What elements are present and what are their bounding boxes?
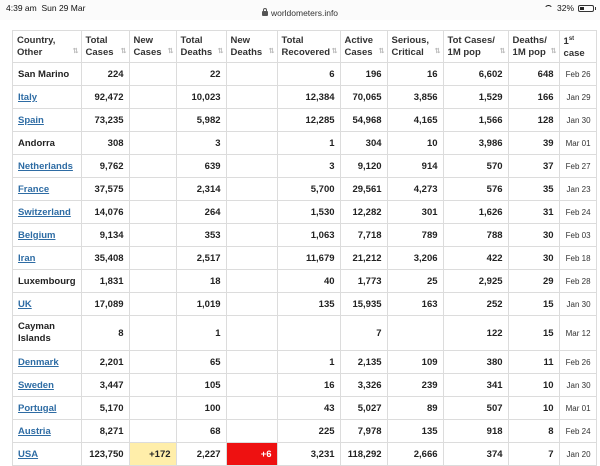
deaths-per-million-cell: 15 — [508, 316, 559, 351]
active-cases-cell: 2,135 — [340, 351, 387, 374]
sort-arrows-icon[interactable]: ⇅ — [120, 48, 126, 55]
lock-icon — [262, 11, 268, 16]
total-cases-cell: 8,271 — [81, 420, 129, 443]
cases-per-million-cell: 374 — [443, 443, 508, 466]
first-case-date-cell: Mar 01 — [559, 397, 596, 420]
cases-per-million-cell: 122 — [443, 316, 508, 351]
total-recovered-cell: 16 — [277, 374, 340, 397]
total-recovered-cell: 40 — [277, 270, 340, 293]
new-cases-cell — [129, 132, 176, 155]
new-cases-cell — [129, 247, 176, 270]
new-cases-cell — [129, 224, 176, 247]
new-deaths-cell — [226, 374, 277, 397]
total-deaths-cell: 10,023 — [176, 86, 226, 109]
total-cases-cell: 17,089 — [81, 293, 129, 316]
first-case-date-cell: Feb 24 — [559, 420, 596, 443]
new-cases-cell — [129, 201, 176, 224]
column-header-line2: Cases — [85, 46, 114, 58]
column-header-total-cases[interactable] — [81, 31, 129, 63]
new-cases-cell: +172 — [129, 443, 176, 466]
column-header-first-case[interactable] — [559, 31, 596, 63]
deaths-per-million-cell: 31 — [508, 201, 559, 224]
active-cases-cell: 70,065 — [340, 86, 387, 109]
total-cases-cell: 1,831 — [81, 270, 129, 293]
country-cell[interactable] — [13, 201, 82, 224]
total-cases-cell: 9,134 — [81, 224, 129, 247]
sort-arrows-icon[interactable]: ⇅ — [434, 48, 440, 55]
table-row — [13, 155, 597, 178]
serious-critical-cell: 25 — [387, 270, 443, 293]
battery-fill — [580, 7, 584, 10]
total-deaths-cell: 1,019 — [176, 293, 226, 316]
battery-icon — [578, 5, 594, 12]
table-row — [13, 132, 597, 155]
new-deaths-cell — [226, 86, 277, 109]
total-deaths-cell: 22 — [176, 63, 226, 86]
column-header-line1: Active — [344, 34, 374, 46]
active-cases-cell: 196 — [340, 63, 387, 86]
column-header-line2: Cases — [133, 46, 162, 58]
column-header-line1: Total — [180, 34, 203, 46]
serious-critical-cell: 4,273 — [387, 178, 443, 201]
first-case-date-cell: Jan 30 — [559, 374, 596, 397]
country-name: Cayman Islands — [18, 321, 55, 344]
new-cases-cell — [129, 374, 176, 397]
column-header-new-cases[interactable] — [129, 31, 176, 63]
total-recovered-cell: 1,063 — [277, 224, 340, 247]
new-cases-cell — [129, 351, 176, 374]
active-cases-cell: 304 — [340, 132, 387, 155]
sort-arrows-icon[interactable]: ⇅ — [378, 48, 384, 55]
cases-per-million-cell: 380 — [443, 351, 508, 374]
total-deaths-cell: 3 — [176, 132, 226, 155]
total-deaths-cell: 2,517 — [176, 247, 226, 270]
total-deaths-cell: 1 — [176, 316, 226, 351]
serious-critical-cell — [387, 316, 443, 351]
country-link[interactable]: Netherlands — [18, 160, 73, 172]
total-cases-cell: 5,170 — [81, 397, 129, 420]
country-link[interactable]: Denmark — [18, 356, 59, 368]
column-header-line2: Other — [17, 46, 43, 58]
cases-per-million-cell: 570 — [443, 155, 508, 178]
cases-per-million-cell: 2,925 — [443, 270, 508, 293]
cases-per-million-cell: 252 — [443, 293, 508, 316]
new-cases-cell — [129, 270, 176, 293]
new-deaths-cell — [226, 247, 277, 270]
coronavirus-table — [12, 30, 597, 466]
deaths-per-million-cell: 37 — [508, 155, 559, 178]
table-row — [13, 201, 597, 224]
deaths-per-million-cell: 15 — [508, 293, 559, 316]
total-deaths-cell: 105 — [176, 374, 226, 397]
new-deaths-cell — [226, 132, 277, 155]
first-case-date-cell: Feb 18 — [559, 247, 596, 270]
country-link[interactable]: Portugal — [18, 402, 57, 414]
new-cases-cell — [129, 86, 176, 109]
sort-arrows-icon[interactable]: ⇅ — [550, 48, 556, 55]
total-cases-cell: 14,076 — [81, 201, 129, 224]
total-cases-cell: 9,762 — [81, 155, 129, 178]
cases-per-million-cell: 507 — [443, 397, 508, 420]
total-recovered-cell: 1 — [277, 351, 340, 374]
serious-critical-cell: 16 — [387, 63, 443, 86]
table-row — [13, 443, 597, 466]
first-case-date-cell: Feb 03 — [559, 224, 596, 247]
total-deaths-cell: 68 — [176, 420, 226, 443]
country-link[interactable]: Spain — [18, 114, 44, 126]
serious-critical-cell: 239 — [387, 374, 443, 397]
column-header-line1: Tot Cases/ — [447, 34, 495, 46]
country-cell[interactable] — [13, 247, 82, 270]
new-cases-cell — [129, 420, 176, 443]
country-name: Luxembourg — [18, 275, 76, 287]
total-recovered-cell: 12,384 — [277, 86, 340, 109]
country-link[interactable]: France — [18, 183, 50, 195]
total-recovered-cell: 1 — [277, 132, 340, 155]
country-cell[interactable] — [13, 86, 82, 109]
serious-critical-cell: 3,856 — [387, 86, 443, 109]
serious-critical-cell: 163 — [387, 293, 443, 316]
cases-per-million-cell: 1,566 — [443, 109, 508, 132]
new-deaths-cell — [226, 178, 277, 201]
serious-critical-cell: 89 — [387, 397, 443, 420]
new-cases-cell — [129, 178, 176, 201]
column-header-country[interactable] — [13, 31, 82, 63]
country-name: Andorra — [18, 137, 55, 149]
country-link[interactable]: Sweden — [18, 379, 54, 391]
column-header-line1: Total — [281, 34, 304, 46]
table-row — [13, 86, 597, 109]
total-cases-cell: 3,447 — [81, 374, 129, 397]
cases-per-million-cell: 1,626 — [443, 201, 508, 224]
sort-arrows-icon[interactable]: ⇅ — [217, 48, 223, 55]
country-cell — [13, 316, 82, 351]
table-row — [13, 293, 597, 316]
sort-arrows-icon[interactable]: ⇅ — [167, 48, 173, 55]
new-deaths-cell — [226, 63, 277, 86]
column-header-line1: New — [230, 34, 251, 46]
total-cases-cell: 224 — [81, 63, 129, 86]
serious-critical-cell: 10 — [387, 132, 443, 155]
new-deaths-cell — [226, 270, 277, 293]
total-cases-cell: 37,575 — [81, 178, 129, 201]
new-cases-cell — [129, 397, 176, 420]
first-case-date-cell: Feb 26 — [559, 63, 596, 86]
new-deaths-cell — [226, 109, 277, 132]
total-deaths-cell: 264 — [176, 201, 226, 224]
serious-critical-cell: 109 — [387, 351, 443, 374]
sort-arrows-icon[interactable]: ⇅ — [268, 48, 274, 55]
country-cell — [13, 132, 82, 155]
deaths-per-million-cell: 128 — [508, 109, 559, 132]
sort-arrows-icon[interactable]: ⇅ — [72, 48, 78, 55]
column-header-line1: Country, — [17, 34, 56, 46]
total-recovered-cell: 6 — [277, 63, 340, 86]
table-row — [13, 109, 597, 132]
total-cases-cell: 123,750 — [81, 443, 129, 466]
first-case-date-cell: Jan 30 — [559, 109, 596, 132]
column-header-line2: Critical — [391, 46, 424, 58]
column-header-line2: Deaths — [230, 46, 263, 58]
total-recovered-cell: 3 — [277, 155, 340, 178]
total-recovered-cell: 11,679 — [277, 247, 340, 270]
status-bar — [0, 0, 600, 20]
column-header-new-deaths[interactable] — [226, 31, 277, 63]
deaths-per-million-cell: 30 — [508, 247, 559, 270]
active-cases-cell: 7,978 — [340, 420, 387, 443]
cases-per-million-cell: 576 — [443, 178, 508, 201]
country-link[interactable]: Austria — [18, 425, 51, 437]
new-deaths-cell — [226, 224, 277, 247]
new-cases-cell — [129, 293, 176, 316]
column-header-cases-per-million[interactable] — [443, 31, 508, 63]
new-deaths-cell — [226, 201, 277, 224]
new-cases-cell — [129, 109, 176, 132]
country-link[interactable]: Belgium — [18, 229, 56, 241]
active-cases-cell: 29,561 — [340, 178, 387, 201]
column-header-line2: 1M pop — [512, 46, 546, 58]
column-header-line2: 1M pop — [447, 46, 481, 58]
country-link[interactable]: Switzerland — [18, 206, 71, 218]
active-cases-cell: 15,935 — [340, 293, 387, 316]
country-cell[interactable] — [13, 351, 82, 374]
total-deaths-cell: 2,314 — [176, 178, 226, 201]
serious-critical-cell: 2,666 — [387, 443, 443, 466]
status-date: Sun 29 Mar — [41, 3, 86, 13]
deaths-per-million-cell: 39 — [508, 132, 559, 155]
column-header-total-deaths[interactable] — [176, 31, 226, 63]
table-row — [13, 178, 597, 201]
cases-per-million-cell: 1,529 — [443, 86, 508, 109]
serious-critical-cell: 914 — [387, 155, 443, 178]
column-header-sup: st — [568, 35, 575, 42]
first-case-date-cell: Feb 27 — [559, 155, 596, 178]
new-deaths-cell — [226, 420, 277, 443]
table-row — [13, 247, 597, 270]
total-cases-cell: 8 — [81, 316, 129, 351]
country-link[interactable]: UK — [18, 298, 32, 310]
status-right — [544, 3, 594, 13]
deaths-per-million-cell: 648 — [508, 63, 559, 86]
column-header-deaths-per-million[interactable] — [508, 31, 559, 63]
active-cases-cell: 9,120 — [340, 155, 387, 178]
new-deaths-cell — [226, 351, 277, 374]
cases-per-million-cell: 6,602 — [443, 63, 508, 86]
total-cases-cell: 2,201 — [81, 351, 129, 374]
total-recovered-cell: 1,530 — [277, 201, 340, 224]
cases-per-million-cell: 788 — [443, 224, 508, 247]
total-deaths-cell: 5,982 — [176, 109, 226, 132]
active-cases-cell: 21,212 — [340, 247, 387, 270]
cases-per-million-cell: 341 — [443, 374, 508, 397]
column-header-line2: Recovered — [281, 46, 331, 58]
column-header-line1: Deaths/ — [512, 34, 547, 46]
deaths-per-million-cell: 29 — [508, 270, 559, 293]
new-cases-cell — [129, 316, 176, 351]
total-deaths-cell: 639 — [176, 155, 226, 178]
table-row — [13, 270, 597, 293]
country-link[interactable]: Iran — [18, 252, 36, 264]
total-cases-cell: 35,408 — [81, 247, 129, 270]
deaths-per-million-cell: 8 — [508, 420, 559, 443]
total-recovered-cell: 12,285 — [277, 109, 340, 132]
active-cases-cell: 1,773 — [340, 270, 387, 293]
first-case-date-cell: Feb 28 — [559, 270, 596, 293]
country-link[interactable]: USA — [18, 448, 39, 460]
first-case-date-cell: Jan 29 — [559, 86, 596, 109]
country-cell[interactable] — [13, 178, 82, 201]
new-deaths-cell: +6 — [226, 443, 277, 466]
country-cell[interactable] — [13, 109, 82, 132]
country-cell[interactable] — [13, 420, 82, 443]
active-cases-cell: 118,292 — [340, 443, 387, 466]
country-cell[interactable] — [13, 293, 82, 316]
country-cell — [13, 63, 82, 86]
total-recovered-cell: 225 — [277, 420, 340, 443]
total-recovered-cell: 5,700 — [277, 178, 340, 201]
deaths-per-million-cell: 166 — [508, 86, 559, 109]
sort-arrows-icon[interactable]: ⇅ — [331, 48, 337, 55]
column-header-line1: 1 — [563, 36, 569, 48]
total-deaths-cell: 2,227 — [176, 443, 226, 466]
address-bar[interactable] — [0, 8, 600, 18]
serious-critical-cell: 3,206 — [387, 247, 443, 270]
cases-per-million-cell: 918 — [443, 420, 508, 443]
deaths-per-million-cell: 30 — [508, 224, 559, 247]
column-header-line2: Cases — [344, 46, 373, 58]
table-row — [13, 316, 597, 351]
wifi-icon — [544, 5, 553, 12]
cases-per-million-cell: 422 — [443, 247, 508, 270]
first-case-date-cell: Jan 30 — [559, 293, 596, 316]
column-header-active-cases[interactable] — [340, 31, 387, 63]
deaths-per-million-cell: 10 — [508, 374, 559, 397]
table-body — [13, 63, 597, 466]
total-deaths-cell: 100 — [176, 397, 226, 420]
new-cases-cell — [129, 63, 176, 86]
total-cases-cell: 73,235 — [81, 109, 129, 132]
new-cases-cell — [129, 155, 176, 178]
active-cases-cell: 7 — [340, 316, 387, 351]
first-case-date-cell: Feb 24 — [559, 201, 596, 224]
serious-critical-cell: 4,165 — [387, 109, 443, 132]
deaths-per-million-cell: 7 — [508, 443, 559, 466]
deaths-per-million-cell: 10 — [508, 397, 559, 420]
active-cases-cell: 5,027 — [340, 397, 387, 420]
country-cell — [13, 270, 82, 293]
url-text: worldometers.info — [270, 8, 339, 18]
country-cell[interactable] — [13, 224, 82, 247]
column-header-line2: case — [563, 48, 585, 60]
active-cases-cell: 3,326 — [340, 374, 387, 397]
active-cases-cell: 54,968 — [340, 109, 387, 132]
country-cell[interactable] — [13, 443, 82, 466]
serious-critical-cell: 301 — [387, 201, 443, 224]
total-deaths-cell: 18 — [176, 270, 226, 293]
battery-percent: 32% — [556, 3, 574, 13]
status-clock: 4:39 am — [6, 3, 37, 13]
sort-arrows-icon[interactable]: ⇅ — [499, 48, 505, 55]
total-recovered-cell: 3,231 — [277, 443, 340, 466]
new-deaths-cell — [226, 293, 277, 316]
first-case-date-cell: Jan 20 — [559, 443, 596, 466]
header-row — [13, 31, 597, 63]
country-cell[interactable] — [13, 155, 82, 178]
column-header-line1: New — [133, 34, 154, 46]
total-deaths-cell: 65 — [176, 351, 226, 374]
first-case-date-cell: Feb 26 — [559, 351, 596, 374]
active-cases-cell: 7,718 — [340, 224, 387, 247]
total-cases-cell: 308 — [81, 132, 129, 155]
column-header-serious-critical[interactable] — [387, 31, 443, 63]
column-header-line1: Total — [85, 34, 108, 46]
new-deaths-cell — [226, 155, 277, 178]
total-recovered-cell: 43 — [277, 397, 340, 420]
total-cases-cell: 92,472 — [81, 86, 129, 109]
deaths-per-million-cell: 35 — [508, 178, 559, 201]
new-deaths-cell — [226, 397, 277, 420]
total-deaths-cell: 353 — [176, 224, 226, 247]
new-deaths-cell — [226, 316, 277, 351]
total-recovered-cell: 135 — [277, 293, 340, 316]
deaths-per-million-cell: 11 — [508, 351, 559, 374]
table-row — [13, 374, 597, 397]
serious-critical-cell: 135 — [387, 420, 443, 443]
first-case-date-cell: Mar 01 — [559, 132, 596, 155]
country-link[interactable]: Italy — [18, 91, 38, 103]
table-row — [13, 351, 597, 374]
table-row — [13, 63, 597, 86]
column-header-line1: Serious, — [391, 34, 430, 46]
country-name: San Marino — [18, 68, 70, 80]
country-cell[interactable] — [13, 374, 82, 397]
first-case-date-cell: Jan 23 — [559, 178, 596, 201]
table-row — [13, 224, 597, 247]
total-recovered-cell — [277, 316, 340, 351]
serious-critical-cell: 789 — [387, 224, 443, 247]
first-case-date-cell: Mar 12 — [559, 316, 596, 351]
table-row — [13, 397, 597, 420]
country-cell[interactable] — [13, 397, 82, 420]
active-cases-cell: 12,282 — [340, 201, 387, 224]
cases-per-million-cell: 3,986 — [443, 132, 508, 155]
column-header-total-recovered[interactable] — [277, 31, 340, 63]
column-header-line2: Deaths — [180, 46, 213, 58]
table-row — [13, 420, 597, 443]
